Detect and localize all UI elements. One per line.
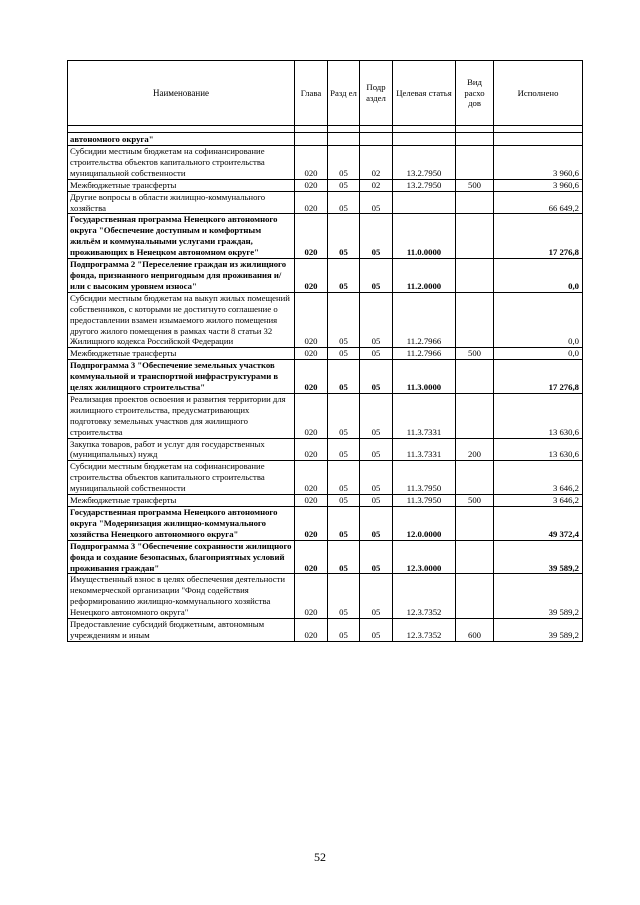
cell-target-article: 11.2.7966 [393,292,456,348]
cell-glava: 020 [295,574,328,619]
cell-glava: 020 [295,191,328,214]
cell-executed: 0,0 [494,348,583,360]
cell-podrazdel: 05 [360,540,393,574]
table-row [68,214,583,259]
table-row [68,259,583,293]
cell-expense-type: 600 [456,619,494,642]
cell-target-article: 11.3.7950 [393,495,456,507]
cell-glava: 020 [295,179,328,191]
cell-podrazdel: 05 [360,360,393,394]
cell-executed: 17 276,8 [494,360,583,394]
cell-expense-type: 500 [456,348,494,360]
cell-target-article: 11.3.7331 [393,393,456,438]
cell-podrazdel: 05 [360,292,393,348]
cell-podrazdel: 05 [360,438,393,461]
cell-target-article: 11.0.0000 [393,214,456,259]
cell-razdel: 05 [328,259,360,293]
table-row [68,574,583,619]
cell-executed: 3 960,6 [494,179,583,191]
cell-executed: 3 646,2 [494,495,583,507]
cell-podrazdel: 02 [360,179,393,191]
cell-target-article: 12.0.0000 [393,507,456,541]
cell-executed: 13 630,6 [494,393,583,438]
cell-target-article: 11.2.0000 [393,259,456,293]
cell-razdel: 05 [328,292,360,348]
cell-podrazdel: 05 [360,507,393,541]
cell-glava [295,133,328,146]
header-razdel: Разд ел [328,61,360,126]
cell-glava: 020 [295,146,328,180]
cell-name: Подпрограмма 3 "Обеспечение сохранности жилищного фонда и создание безопасных, благоприятных условий проживания граждан" [68,540,295,574]
cell-expense-type [456,191,494,214]
cell-target-article: 13.2.7950 [393,179,456,191]
cell-name: Межбюджетные трансферты [68,348,295,360]
table-row [68,191,583,214]
cell-name: Предоставление субсидий бюджетным, автономным учреждениям и иным [68,619,295,642]
cell-name: Другие вопросы в области жилищно-коммунального хозяйства [68,191,295,214]
cell-razdel: 05 [328,179,360,191]
cell-name: Государственная программа Ненецкого автономного округа "Модернизация жилищно-коммунального хозяйства Ненецкого автономного округа" [68,507,295,541]
cell-name: Субсидии местным бюджетам на выкуп жилых помещений собственников, с которыми не достигнуто соглашение о предоставлении взамен изымаемого жилого помещения другого жилого помещения в рамках части 8 статьи 32 Жилищного кодекса Российской Федерации [68,292,295,348]
cell-razdel: 05 [328,393,360,438]
table-row [68,438,583,461]
cell-razdel: 05 [328,461,360,495]
cell-podrazdel: 05 [360,214,393,259]
cell-target-article: 11.3.7950 [393,461,456,495]
cell-glava: 020 [295,348,328,360]
cell-razdel: 05 [328,574,360,619]
cell-podrazdel: 02 [360,146,393,180]
cell-name: Закупка товаров, работ и услуг для государственных (муниципальных) нужд [68,438,295,461]
cell-name: Межбюджетные трансферты [68,495,295,507]
cell-expense-type [456,393,494,438]
budget-table [67,60,583,642]
spacer-row [68,126,583,133]
cell-name: Подпрограмма 2 "Переселение граждан из жилищного фонда, признанного непригодным для проживания и/или с высоким уровнем износа" [68,259,295,293]
cell-executed: 39 589,2 [494,619,583,642]
cell-razdel: 05 [328,191,360,214]
cell-glava: 020 [295,619,328,642]
cell-razdel: 05 [328,360,360,394]
table-header-row [68,61,583,126]
header-executed: Исполнено [494,61,583,126]
table-row [68,133,583,146]
cell-expense-type: 500 [456,179,494,191]
cell-expense-type [456,507,494,541]
cell-podrazdel: 05 [360,393,393,438]
cell-glava: 020 [295,438,328,461]
cell-name: автономного округа" [68,133,295,146]
cell-glava: 020 [295,259,328,293]
cell-glava: 020 [295,495,328,507]
budget-table-container [67,60,582,642]
cell-podrazdel: 05 [360,191,393,214]
cell-podrazdel: 05 [360,619,393,642]
table-row [68,348,583,360]
header-expense-type: Вид расхо дов [456,61,494,126]
table-row [68,292,583,348]
cell-target-article [393,191,456,214]
cell-glava: 020 [295,393,328,438]
cell-podrazdel [360,133,393,146]
header-name: Наименование [68,61,295,126]
cell-executed: 39 589,2 [494,540,583,574]
cell-executed [494,133,583,146]
cell-razdel: 05 [328,619,360,642]
table-row [68,507,583,541]
table-row [68,393,583,438]
cell-executed: 0,0 [494,292,583,348]
cell-name: Субсидии местным бюджетам на софинансирование строительства объектов капитального строительства муниципальной собственности [68,461,295,495]
cell-executed: 17 276,8 [494,214,583,259]
cell-expense-type [456,292,494,348]
cell-target-article [393,133,456,146]
cell-name: Реализация проектов освоения и развития территории для жилищного строительства, предусматривающих подготовку земельных участков для жилищного строительства [68,393,295,438]
cell-expense-type [456,259,494,293]
cell-name: Субсидии местным бюджетам на софинансирование строительства объектов капитального строительства муниципальной собственности [68,146,295,180]
cell-expense-type [456,574,494,619]
cell-name: Подпрограмма 3 "Обеспечение земельных участков коммунальной и транспортной инфраструктурами в целях жилищного строительства" [68,360,295,394]
cell-name: Имущественный взнос в целях обеспечения деятельности некоммерческой организации "Фонд содействия реформированию жилищно-коммунального хозяйства Ненецкого автономного округа" [68,574,295,619]
table-row [68,495,583,507]
cell-name: Государственная программа Ненецкого автономного округа "Обеспечение доступным и комфортным жильём и коммунальными услугами граждан, проживающих в Ненецком автономном округе" [68,214,295,259]
cell-target-article: 11.2.7966 [393,348,456,360]
cell-razdel: 05 [328,438,360,461]
cell-target-article: 12.3.0000 [393,540,456,574]
table-row [68,461,583,495]
table-row [68,619,583,642]
cell-executed: 0,0 [494,259,583,293]
cell-executed: 39 589,2 [494,574,583,619]
cell-razdel: 05 [328,214,360,259]
cell-expense-type [456,146,494,180]
page-number: 52 [314,850,326,864]
cell-podrazdel: 05 [360,461,393,495]
table-row [68,146,583,180]
cell-expense-type: 500 [456,495,494,507]
cell-glava: 020 [295,540,328,574]
header-glava: Глава [295,61,328,126]
cell-glava: 020 [295,292,328,348]
cell-razdel: 05 [328,540,360,574]
cell-target-article: 12.3.7352 [393,574,456,619]
header-podrazdel: Подр аздел [360,61,393,126]
cell-glava: 020 [295,461,328,495]
cell-expense-type [456,360,494,394]
cell-target-article: 12.3.7352 [393,619,456,642]
table-row [68,360,583,394]
cell-razdel [328,133,360,146]
cell-expense-type: 200 [456,438,494,461]
cell-razdel: 05 [328,348,360,360]
table-row [68,540,583,574]
cell-target-article: 11.3.0000 [393,360,456,394]
cell-target-article: 13.2.7950 [393,146,456,180]
cell-glava: 020 [295,507,328,541]
cell-expense-type [456,540,494,574]
table-row [68,179,583,191]
header-target-article: Целевая статья [393,61,456,126]
cell-glava: 020 [295,360,328,394]
cell-executed: 13 630,6 [494,438,583,461]
cell-podrazdel: 05 [360,495,393,507]
cell-name: Межбюджетные трансферты [68,179,295,191]
cell-podrazdel: 05 [360,348,393,360]
cell-expense-type [456,214,494,259]
cell-razdel: 05 [328,146,360,180]
cell-podrazdel: 05 [360,574,393,619]
cell-expense-type [456,133,494,146]
cell-executed: 49 372,4 [494,507,583,541]
cell-razdel: 05 [328,495,360,507]
cell-executed: 66 649,2 [494,191,583,214]
cell-razdel: 05 [328,507,360,541]
cell-executed: 3 646,2 [494,461,583,495]
cell-podrazdel: 05 [360,259,393,293]
cell-expense-type [456,461,494,495]
cell-glava: 020 [295,214,328,259]
cell-target-article: 11.3.7331 [393,438,456,461]
cell-executed: 3 960,6 [494,146,583,180]
